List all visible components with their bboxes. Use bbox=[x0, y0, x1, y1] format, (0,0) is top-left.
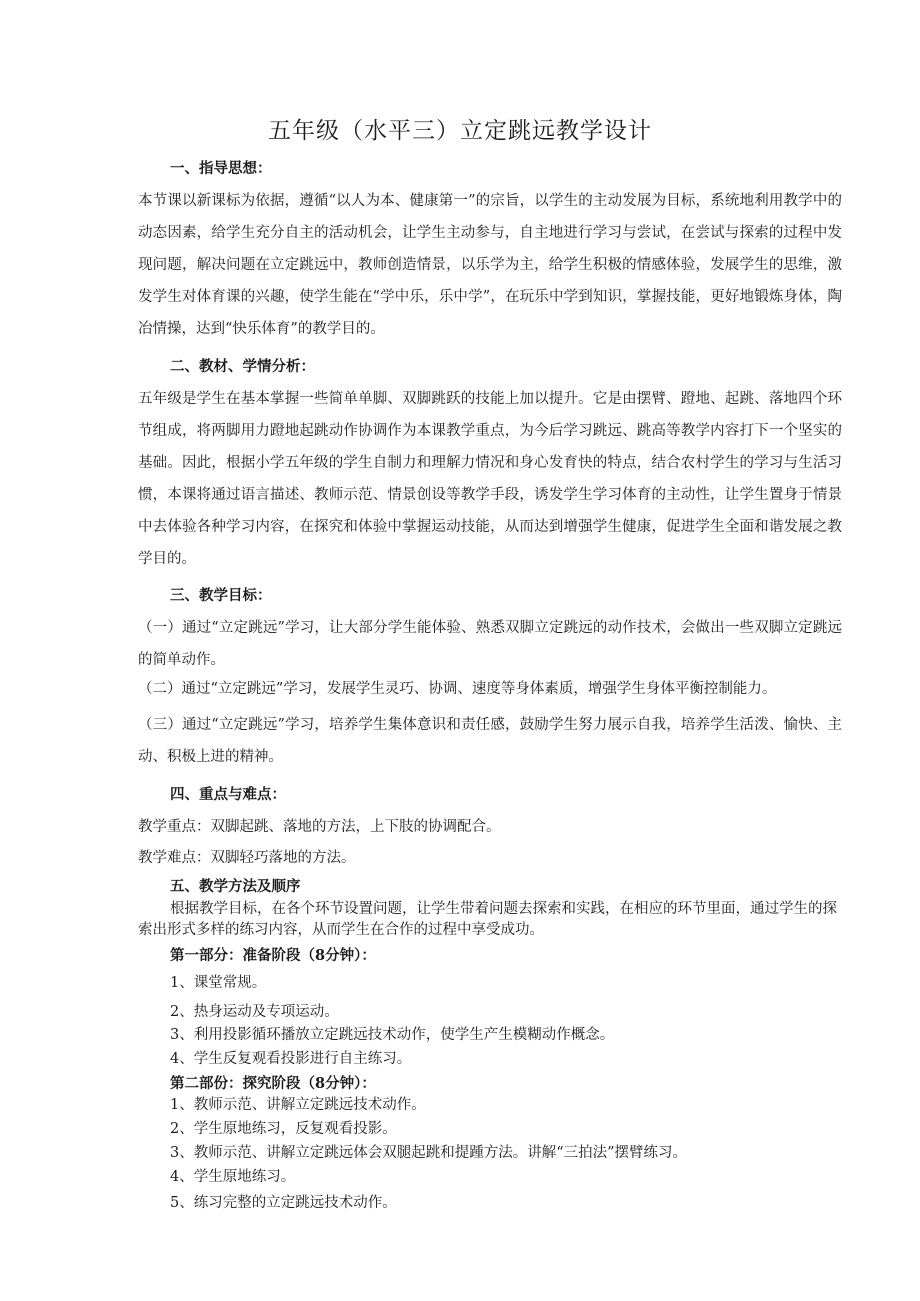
part2-item: 3、教师示范、讲解立定跳远体会双腿起跳和提踵方法。讲解“三拍法”摆臂练习。 bbox=[170, 1145, 688, 1161]
teaching-goal-2: （二）通过“立定跳远”学习，发展学生灵巧、协调、速度等身体素质，增强学生身体平衡控制能力。 bbox=[138, 681, 777, 697]
section-body-material-analysis: 五年级是学生在基本掌握一些简单单脚、双脚跳跃的技能上加以提升。它是由摆臂、蹬地、起跳、落地四个环节组成，将两脚用力蹬地起跳动作协调作为本课教学重点，为今后学习跳远、跳高等教学内容打下一个坚实的基础。因此，根据小学五年级的学生自制力和理解力情况和身心发育快的特点，结合农村学生的学习与生活习惯，本课将通过语言描述、教师示范、情景创设等教学手段，诱发学生学习体育的主动性，让学生置身于情景中去体验各种学习内容，在探究和体验中掌握运动技能，从而达到增强学生健康，促进学生全面和谐发展之教学目的。 bbox=[138, 391, 842, 567]
part2-heading: 第二部份：探究阶段（8分钟）： bbox=[170, 1075, 376, 1092]
teaching-goal-1: （一）通过“立定跳远”学习，让大部分学生能体验、熟悉双脚立定跳远的动作技术，会做出一些双脚立定跳远的简单动作。 bbox=[138, 620, 842, 668]
section-body-guiding-ideology: 本节课以新课标为依据，遵循“以人为本、健康第一”的宗旨，以学生的主动发展为目标，系统地利用教学中的动态因素，给学生充分自主的活动机会，让学生主动参与，自主地进行学习与尝试，在尝试与探索的过程中发现问题，解决问题在立定跳远中，教师创造情景，以乐学为主，给学生积极的情感体验，发展学生的思维，激发学生对体育课的兴趣，使学生能在“学中乐，乐中学”，在玩乐中学到知识，掌握技能，更好地锻炼身体，陶冶情操，达到“快乐体育”的教学目的。 bbox=[138, 193, 842, 337]
part2-item: 4、学生原地练习。 bbox=[170, 1169, 296, 1185]
document-title: 五年级（水平三）立定跳远教学设计 bbox=[268, 118, 652, 144]
section-heading-teaching-goals: 三、教学目标： bbox=[170, 587, 272, 604]
difficulty-text: 教学难点：双脚轻巧落地的方法。 bbox=[138, 850, 356, 866]
part2-item: 2、学生原地练习，反复观看投影。 bbox=[170, 1121, 397, 1137]
key-point-text: 教学重点：双脚起跳、落地的方法，上下肢的协调配合。 bbox=[138, 819, 501, 835]
part1-item: 1、课堂常规。 bbox=[170, 975, 267, 991]
section-body-teaching-method: 根据教学目标，在各个环节设置问题，让学生带着问题去探索和实践，在相应的环节里面，通过学生的探索出形式多样的练习内容，从而学生在合作的过程中享受成功。 bbox=[138, 901, 837, 938]
section-heading-key-difficult: 四、重点与难点： bbox=[170, 786, 286, 803]
section-heading-guiding-ideology: 一、指导思想： bbox=[170, 160, 272, 177]
section-heading-teaching-method: 五、教学方法及顺序 bbox=[170, 878, 301, 895]
teaching-goal-3: （三）通过“立定跳远”学习，培养学生集体意识和责任感，鼓励学生努力展示自我，培养学生活泼、愉快、主动、积极上进的精神。 bbox=[138, 717, 842, 765]
part1-item: 4、学生反复观看投影进行自主练习。 bbox=[170, 1051, 412, 1067]
part1-heading: 第一部分：准备阶段（8分钟）： bbox=[170, 947, 376, 964]
part2-item: 1、教师示范、讲解立定跳远技术动作。 bbox=[170, 1097, 426, 1113]
part1-item: 2、热身运动及专项运动。 bbox=[170, 1004, 339, 1020]
part2-item: 5、练习完整的立定跳远技术动作。 bbox=[170, 1195, 397, 1211]
part1-item: 3、利用投影循环播放立定跳远技术动作，使学生产生模糊动作概念。 bbox=[170, 1027, 615, 1043]
section-heading-material-analysis: 二、教材、学情分析： bbox=[170, 358, 315, 375]
